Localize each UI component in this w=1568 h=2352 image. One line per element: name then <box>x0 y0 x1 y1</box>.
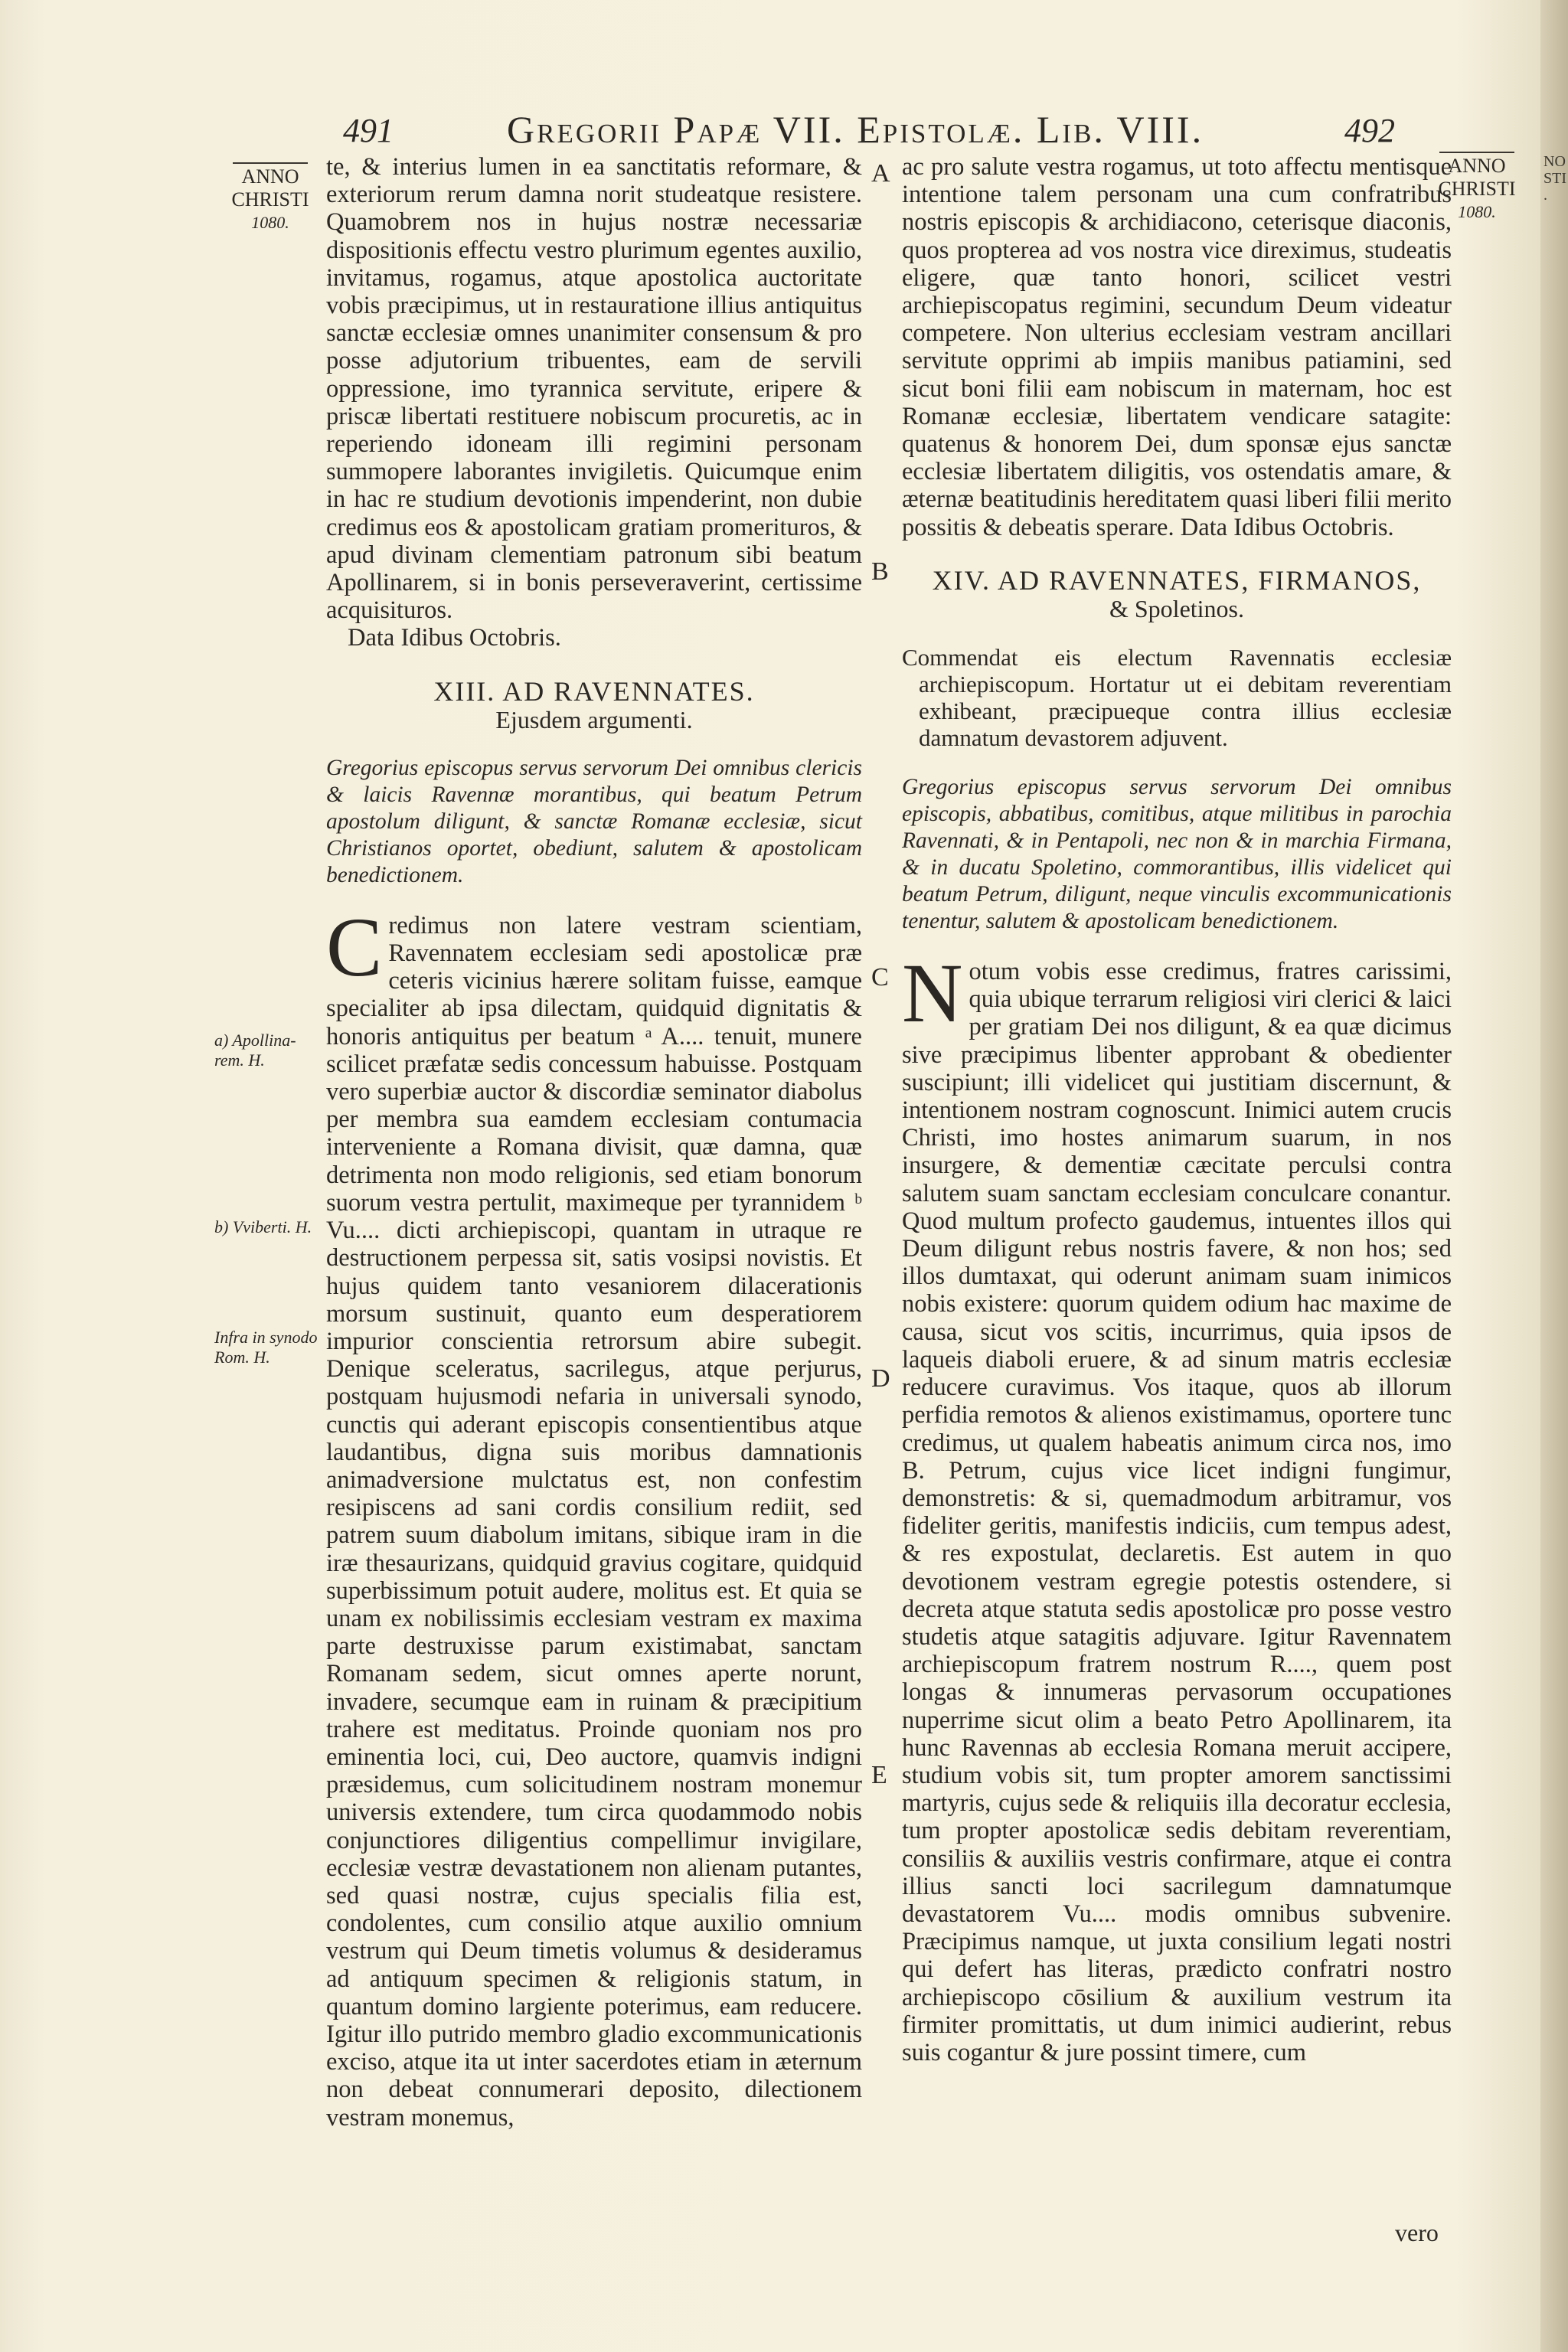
letter-continuation: te, & interius lumen in ea sanctitatis reformare, & exteriorum rerum damna norit studeatque resistere. Quamobrem nos in hujus nostræ necessariæ dispositionis effectu vestro plurimum egentes auxilio, invitamus, rogamus, atque apostolica auctoritate vobis præcipimus, ut in restauratione illius antiquitus sanctæ ecclesiæ omnes unanimiter consensum & pro posse adjutorium tribuentes, eam de servili oppressione, imo tyrannica servitute, eripere & priscæ libertati restituere nobiscum procuretis, ac in reperiendo idoneam illi regimini personam summopere laborantes invigiletis. Quicumque enim in hac re studium devotionis impenderint, non dubie credimus eos & apostolicam gratiam promerituros, & apud divinam clementiam patronum sibi beatum Apollinarem, si in bonis perseveraverint, certissime acquisituros. <box>326 153 862 625</box>
salutation-xiii: Gregorius episcopus servus servorum Dei omnibus clericis & laicis Ravennæ morantibus, qui beatum Petrum apostolum diligunt, & sanctæ Romanæ ecclesiæ, sicut Christianos oportet, obediunt, salutem & apostolicam benedictionem. <box>326 755 862 887</box>
right-column <box>902 153 1452 2066</box>
section-mark-b: B <box>871 557 889 586</box>
anno-christi-left: ANNO CHRISTI 1080. <box>228 162 312 234</box>
left-column <box>326 153 862 2132</box>
facing-page-edge <box>1540 0 1568 2352</box>
section-subtitle-xiii: Ejusdem argumenti. <box>495 705 693 733</box>
letter-continuation-right: ac pro salute vestra rogamus, ut toto affectu mentisque intentione talem personam una cum confratribus nostris episcopis & archidiacono, ceterisque diaconis, quos propterea ad vos nostra vice direximus, studeatis eligere, quæ tanto honori, scilicet vestri archiepiscopatus regimini, secundum Deum videatur competere. Non ulterius ecclesiam vestram ancillari servitute opprimi ab impiis manibus patiamini, sed sicut boni filii eam nobiscum in maternam, hoc est Romanæ ecclesiæ, libertatem vendicare satagite: quatenus & honorem Dei, dum sponsæ ejus sanctæ ecclesiæ libertatem diligitis, vos ostendatis amare, & æternæ beatitudinis hereditatem quasi liberi filii merito possitis & debeatis sperare. Data Idibus Octobris. <box>902 153 1452 541</box>
section-mark-e: E <box>871 1761 887 1789</box>
left-page-number: 491 <box>343 112 394 149</box>
letter-body-xiv: Notum vobis esse credimus, fratres carissimi, quia ubique terrarum religiosi viri clerici & laici per gratiam Dei nos diligunt, & ea quæ dicimus sive præcipimus libenter approbant & obedienter suscipiunt; illi videlicet qui justitiam discernunt, & intentionem nostram cognoscunt. Inimici autem crucis Christi, imo hostes animarum suarum, in nos insurgere, & dementiæ cæcitate perculsi contra salutem suam sanctam ecclesiam conculcare conantur. Quod multum profecto gaudemus, intuentes illos qui Deum diligunt rebus nostris favere, & non hos; sed illos dumtaxat, qui oderunt animam suam inimicos nobis existere: quorum quidem odium hac maxime de causa, sicut vos scitis, incurrimus, quia ipsos de laqueis diaboli eruere, & ad sinum matris ecclesiæ reducere curavimus. Vos itaque, quos ab illorum perfidia remotos & alienos existimamus, oportere tunc credimus, ut qualem habeatis animum circa nos, imo B. Petrum, cujus vice licet indigni fungimur, demonstretis: & si, quemadmodum arbitramur, vos fideliter geritis, manifestis indiciis, cum tempus adest, & res expostulat, declaretis. Est autem in quo devotionem vestram egregie potestis ostendere, si decreta atque statuta sedis apostolicæ pro posse vestro studetis atque satagitis adjuvare. Igitur Ravennatem archiepiscopum fratrem nostrum R...., quem post longas & innumeras pervasorum occupationes nuperrime sicut olim a beato Petro Apollinarem, ita hunc Ravennas ab ecclesia Romana meruit accipere, studium vobis sit, tum propter amorem sanctissimi martyris, cujus sede & reliquiis illa decoratur ecclesia, tum propter apostolicæ sedis debitam reverentiam, consiliis & auxiliis vestris confirmare, atque ei contra illius sancti loci sacrilegum damnatumque devastatorem Vu.... modis omnibus subvenire. Præcipimus namque, ut juxta consilium legati nostri qui defert has literas, prædicto confratri nostro archiepiscopo cōsilium & auxilium vestrum ita firmiter promittatis, ut dum inimici audierint, rebus suis cogantur & jure possint timere, cum <box>902 946 1452 2066</box>
section-title-xiv: XIV. AD RAVENNATES, FIRMANOS, <box>932 564 1422 596</box>
margin-note-a: a) Apollina-rem. H. <box>214 1031 296 1070</box>
margin-note-b: b) Vviberti. H. <box>214 1217 312 1236</box>
salutation-xiv: Gregorius episcopus servus servorum Dei omnibus episcopis, abbatibus, comitibus, atque militibus in parochia Ravennati, & in Pentapoli, nec non & in marchia Firmana, & in ducatu Spoletino, commorantibus, illis videlicet qui beatum Petrum, diligunt, neque vinculis excommunicationis tenentur, salutem & apostolicam benedictionem. <box>902 775 1452 934</box>
section-title-xiii: XIII. AD RAVENNATES. <box>433 675 755 707</box>
argument-xiv: Commendat eis electum Ravennatis ecclesiæ archiepiscopum. Hortatur ut ei debitam reverentiam exhibeant, præcipueque contra illius ecclesiæ damnatum devastorem adjuvent. <box>902 644 1452 752</box>
facing-page-fragment: NO STI . <box>1544 153 1566 204</box>
catchword: vero <box>1395 2219 1439 2246</box>
running-title: Gregorii Papæ VII. Epistolæ. Lib. VIII. <box>507 108 1204 151</box>
section-mark-a: A <box>871 159 890 188</box>
date-line: Data Idibus Octobris. <box>348 624 561 652</box>
letter-body-xiii: Credimus non latere vestram scientiam, Ravennatem ecclesiam sedi apostolicæ præ ceteris vicinius hærere solitam fuisse, eamque specialiter ab ipsa dilectam, quidquid dignitatis & honoris antiquitus per beatum ᵃ A.... tenuit, munere scilicet præfatæ sedis concessum habuisse. Postquam vero superbiæ auctor & discordiæ seminator diabolus per membra sua eamdem ecclesiam contumacia interveniente a Romana divisit, quæ damna, quæ detrimenta non modo religionis, sed etiam bonorum suorum vestra pertulit, maximeque per tyrannidem ᵇ Vu.... dicti archiepiscopi, quantam in utraque re destructionem perpessa sit, satis vosipsi novistis. Et hujus quidem tanto vesaniorem dilacerationis morsum sustinuit, quanto eum desperatiorem impurior conscientia retrorsum abire subegit. Denique sceleratus, sacrilegus, atque perjurus, postquam hujusmodi nefaria in universali synodo, cunctis qui aderant episcopis consentientibus atque laudantibus, digna suis moribus damnationis animadversione mulctatus est, non confestim resipiscens ad sani cordis consilium rediit, sed patrem suum diabolum imitans, sibique iram in die iræ thesaurizans, quidquid gravius cogitare, quidquid superbissimum potuit audere, molitus est. Et quia se unam ex nobilissimis ecclesiam vestram ex maxima parte destruxisse parum existimabat, sanctam Romanam sedem, sicut omnes aperte norunt, invadere, secumque eam in ruinam & præcipitium trahere est meditatus. Proinde quoniam nos pro eminentia loci, cui, Deo auctore, quamvis indigni præsidemus, cum solicitudinem nostram monemur universis extendere, tum circa quodammodo nobis conjunctiores diligentius compellimur invigilare, ecclesiæ vestræ devastationem non alienam putantes, sed quasi nostræ, cujus specialis filia est, condolentes, cum consilio atque auxilio omnium vestrum qui Deum timetis volumus & desideramus ad antiquum specimen & religionis statum, in quantum domino largiente poterimus, eam reducere. Igitur illo putrido membro gladio excommunicationis exciso, atque ita ut inter sacerdotes etiam in æternum non debeat connumerari deposito, dilectionem vestram monemus, <box>326 900 862 2132</box>
right-page-number: 492 <box>1344 112 1395 149</box>
anno-rule <box>233 162 308 164</box>
margin-note-synod: Infra in synodo Rom. H. <box>214 1328 318 1367</box>
anno-christi-right: ANNO CHRISTI 1080. <box>1435 152 1519 224</box>
section-mark-d: D <box>871 1364 890 1393</box>
section-subtitle-xiv: & Spoletinos. <box>1109 594 1244 622</box>
section-mark-c: C <box>871 963 889 991</box>
